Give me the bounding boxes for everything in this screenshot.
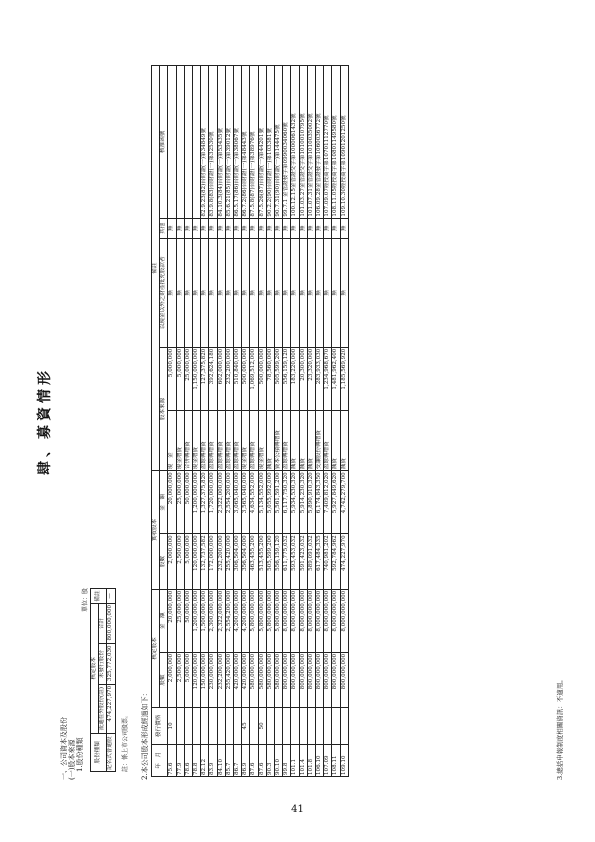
cell-paid-amount: 1,720,000,000	[209, 471, 217, 534]
page-number: 41	[291, 804, 304, 815]
cell-source: 盈餘轉增資	[324, 410, 332, 471]
cell-price	[184, 708, 192, 744]
cell-source-amount: 78,560,000	[266, 347, 274, 410]
cell-source: 現金增資	[242, 410, 250, 471]
cell-other: 無	[201, 218, 209, 238]
cell-paid-amount: 5,055,992,000	[266, 471, 274, 534]
cell-other: 無	[340, 218, 348, 238]
table-row	[283, 66, 291, 777]
cell-other: 無	[291, 218, 299, 238]
cell-auth-amount: 8,000,000,000	[307, 589, 315, 652]
cell-ym: 108.11	[332, 744, 340, 776]
cell-other: 無	[258, 218, 266, 238]
cell-auth-shares: 232,200,000	[217, 652, 225, 707]
cell-auth-amount: 5,800,000,000	[250, 589, 258, 652]
cell-ym: 101.1	[291, 744, 299, 776]
cell-ym: 78.6	[184, 744, 192, 776]
outstanding-cell: 474,227,970	[107, 684, 115, 733]
cell-doc: 87.5.26(87)台財證(一)第44201號	[258, 66, 266, 219]
cell-source-amount: 510,840,000	[234, 347, 242, 410]
cell-doc: 86.5.17(86)台財證(一)第38067號	[234, 66, 242, 219]
cell-price	[275, 708, 283, 744]
cell-doc: 82.9.23(82)台財證(一)第34849號	[201, 66, 209, 219]
share-type-table	[90, 588, 116, 772]
cell-ym: 86.9	[242, 744, 250, 776]
cell-source: 受讓股份轉增資	[316, 410, 324, 471]
cell-auth-amount: 2,554,200,000	[225, 589, 233, 652]
cell-noncash: 無	[242, 238, 250, 347]
cell-other: 無	[209, 218, 217, 238]
cell-source-amount: 283,933,030	[316, 347, 324, 410]
remark-cell: —	[107, 589, 115, 604]
cell-source: 減資	[266, 410, 274, 471]
cell-source: 盈餘轉增資	[217, 410, 225, 471]
cell-other: 無	[299, 218, 307, 238]
cell-paid-amount: 5,890,910,320	[307, 471, 315, 534]
cell-price	[307, 708, 315, 744]
cell-doc: 85.6.21(85)台財證(一)第39012號	[225, 66, 233, 219]
cell-source-amount: 602,000,000	[217, 347, 225, 410]
th-paid-shares: 股數	[160, 534, 168, 589]
cell-noncash: 無	[201, 238, 209, 347]
cell-auth-shares: 800,000,000	[291, 652, 299, 707]
cell-ym: 90.3	[266, 744, 274, 776]
cell-ym: 107.09	[324, 744, 332, 776]
cell-source-amount: 1,069,512,000	[250, 347, 258, 410]
th-type: 股份種類	[91, 733, 107, 771]
th-other: 其他	[160, 218, 168, 238]
cell-paid-shares: 474,227,970	[340, 534, 348, 589]
cell-auth-amount: 5,800,000,000	[266, 589, 274, 652]
th-unissued: 未發行股份	[99, 644, 107, 684]
cell-doc: 107.09.07經授商字第10701112770號	[324, 66, 332, 219]
cell-source-amount: 556,159,120	[283, 347, 291, 410]
cell-paid-shares: 592,784,962	[332, 534, 340, 589]
cell-source: 盈餘轉增資	[209, 410, 217, 471]
th-remark: 備註	[152, 66, 160, 471]
cell-auth-amount: 5,800,000,000	[275, 589, 283, 652]
cell-price: 50	[258, 708, 266, 744]
cell-auth-shares: 800,000,000	[340, 652, 348, 707]
cell-noncash: 無	[291, 238, 299, 347]
cell-price	[234, 708, 242, 744]
cell-auth-shares: 800,000,000	[332, 652, 340, 707]
cell-ym: 87.6	[250, 744, 258, 776]
cell-auth-amount: 20,000,000	[168, 589, 176, 652]
table-row	[275, 66, 283, 777]
cell-price	[217, 708, 225, 744]
cell-auth-amount: 5,800,000,000	[258, 589, 266, 652]
table-row	[258, 66, 266, 777]
cell-price	[225, 708, 233, 744]
th-doc: 核准函號	[160, 66, 168, 219]
cell-ym: 87.6	[258, 744, 266, 776]
table-row	[242, 66, 250, 777]
th-total: 合計	[99, 603, 107, 643]
cell-auth-amount: 8,000,000,000	[316, 589, 324, 652]
cell-source: 現 金	[168, 410, 176, 471]
cell-source-amount: 1,234,968,670	[324, 347, 332, 410]
cell-noncash: 無	[283, 238, 291, 347]
cell-auth-shares: 120,000,000	[193, 652, 201, 707]
cell-paid-shares: 556,159,120	[275, 534, 283, 589]
cell-noncash: 無	[324, 238, 332, 347]
cell-price	[209, 708, 217, 744]
cell-ym: 83.9	[209, 744, 217, 776]
cell-paid-shares: 120,000,000	[193, 534, 201, 589]
cell-doc: 101.03.27金管證交字第1010010795號	[299, 66, 307, 219]
cell-source-amount: 5,000,000	[176, 347, 184, 410]
cell-other: 無	[275, 218, 283, 238]
cell-source-amount: 1,481,962,400	[332, 347, 340, 410]
cell-price: 10	[168, 708, 176, 744]
heading-source: (一)股本來源	[68, 739, 76, 780]
cell-source-amount: 183,220,000	[291, 347, 299, 410]
cell-noncash: 無	[184, 238, 192, 347]
cell-other: 無	[283, 218, 291, 238]
cell-paid-shares: 2,000,000	[168, 534, 176, 589]
cell-doc	[176, 66, 184, 219]
cell-ym: 101.4	[299, 744, 307, 776]
table-row	[184, 66, 192, 777]
cell-auth-amount: 2,322,000,000	[217, 589, 225, 652]
cell-other: 無	[176, 218, 184, 238]
cell-other: 無	[332, 218, 340, 238]
cell-source: 合併轉增資	[184, 410, 192, 471]
cell-paid-amount: 5,934,530,320	[291, 471, 299, 534]
cell-auth-shares: 800,000,000	[283, 652, 291, 707]
cell-paid-shares: 591,423,032	[299, 534, 307, 589]
cell-noncash: 無	[225, 238, 233, 347]
cell-auth-amount: 1,500,000,000	[201, 589, 209, 652]
heading-share-type: 1.股份種類	[76, 737, 84, 772]
chapter-title: 肆、募資情形	[37, 367, 53, 475]
cell-paid-shares: 356,504,000	[242, 534, 250, 589]
cell-auth-amount: 2,300,000,000	[209, 589, 217, 652]
cell-paid-shares: 505,599,200	[266, 534, 274, 589]
cell-other: 無	[307, 218, 315, 238]
table-row	[176, 66, 184, 777]
cell-doc	[193, 66, 201, 219]
cell-other: 無	[316, 218, 324, 238]
cell-paid-shares: 740,981,202	[324, 534, 332, 589]
cell-doc	[168, 66, 176, 219]
cell-ym: 86.7	[234, 744, 242, 776]
cell-noncash: 無	[275, 238, 283, 347]
cell-ym: 85.7	[225, 744, 233, 776]
cell-noncash: 無	[176, 238, 184, 347]
unit-label: 單位：股	[82, 587, 89, 612]
cell-ym: 82.12	[201, 744, 209, 776]
cell-doc: 87.5.8(87)台財證(一)第38976號	[250, 66, 258, 219]
table-row	[307, 66, 315, 777]
cell-price	[283, 708, 291, 744]
cell-auth-amount: 8,000,000,000	[324, 589, 332, 652]
cell-paid-shares: 255,420,000	[225, 534, 233, 589]
cell-other: 無	[234, 218, 242, 238]
cell-auth-shares: 5,000,000	[184, 652, 192, 707]
table-row	[193, 66, 201, 777]
cell-paid-amount: 2,554,200,000	[225, 471, 233, 534]
cell-paid-shares: 306,504,000	[234, 534, 242, 589]
th-paid-amount: 金 額	[160, 471, 168, 534]
cell-source: 現金增資	[258, 410, 266, 471]
cell-source: 減資	[332, 410, 340, 471]
th-price: 發行價格	[152, 708, 168, 744]
cell-paid-amount: 6,174,843,350	[316, 471, 324, 534]
table-row	[201, 66, 209, 777]
cell-price	[266, 708, 274, 744]
cell-source-amount: 20,300,000	[299, 347, 307, 410]
cell-source: 減資	[307, 410, 315, 471]
capital-history-table	[151, 65, 349, 777]
cell-auth-shares: 580,000,000	[250, 652, 258, 707]
cell-auth-amount: 25,000,000	[176, 589, 184, 652]
cell-paid-shares: 617,484,335	[316, 534, 324, 589]
cell-source: 現金增資	[193, 410, 201, 471]
cell-paid-amount: 4,634,552,000	[250, 471, 258, 534]
cell-doc: 99.7.1 金管證發字第0990034060號	[283, 66, 291, 219]
cell-ym: 77.9	[176, 744, 184, 776]
cell-paid-amount: 50,000,000	[184, 471, 192, 534]
cell-source-amount: 500,000,000	[258, 347, 266, 410]
cell-paid-shares: 172,000,000	[209, 534, 217, 589]
cell-price	[340, 708, 348, 744]
unissued-cell: 325,772,030	[107, 644, 115, 684]
cell-auth-shares: 150,000,000	[201, 652, 209, 707]
cell-doc: 100.12.15金管證交字第1000061432號	[291, 66, 299, 219]
table-row	[299, 66, 307, 777]
cell-other: 無	[168, 218, 176, 238]
cell-paid-amount: 3,065,040,000	[234, 471, 242, 534]
cell-source: 現金增資	[176, 410, 184, 471]
th-outstanding: 流通在外股份(註)	[99, 684, 107, 733]
table-row	[324, 66, 332, 777]
table-row	[266, 66, 274, 777]
cell-ym: 106.10	[316, 744, 324, 776]
cell-auth-shares: 2,000,000	[168, 652, 176, 707]
cell-ym: 109.10	[340, 744, 348, 776]
cell-auth-shares: 800,000,000	[324, 652, 332, 707]
type-cell: 記名式普通股	[107, 733, 115, 771]
cell-noncash: 無	[209, 238, 217, 347]
cell-noncash: 無	[332, 238, 340, 347]
cell-noncash: 無	[250, 238, 258, 347]
cell-doc: 84.10.3(84)台財證(一)第53435號	[217, 66, 225, 219]
cell-source: 盈餘轉增資	[250, 410, 258, 471]
th-auth: 核定股本	[152, 589, 160, 707]
cell-paid-amount: 5,927,849,620	[332, 471, 340, 534]
table-row	[316, 66, 324, 777]
cell-source: 盈餘轉增資	[225, 410, 233, 471]
cell-noncash: 無	[266, 238, 274, 347]
cell-ym: 78.8	[193, 744, 201, 776]
th-source: 股本來源	[160, 347, 168, 471]
cell-paid-amount: 2,322,000,000	[217, 471, 225, 534]
th-auth-amount: 金 額	[160, 589, 168, 652]
cell-ym: 84.10	[217, 744, 225, 776]
cell-ym: 75.6	[168, 744, 176, 776]
cell-auth-amount: 8,000,000,000	[283, 589, 291, 652]
cell-source-amount: 25,000,000	[184, 347, 192, 410]
cell-source-amount: 127,375,820	[201, 347, 209, 410]
cell-source-amount: 1,185,569,920	[340, 347, 348, 410]
cell-auth-shares: 420,000,000	[234, 652, 242, 707]
cell-source: 盈餘轉增資	[283, 410, 291, 471]
cell-price	[324, 708, 332, 744]
cell-noncash: 無	[217, 238, 225, 347]
cell-source: 減資	[340, 410, 348, 471]
cell-noncash: 無	[307, 238, 315, 347]
cell-ym: 99.8	[283, 744, 291, 776]
cell-auth-amount: 4,200,000,000	[242, 589, 250, 652]
cell-auth-shares: 230,000,000	[209, 652, 217, 707]
cell-ym: 101.8	[307, 744, 315, 776]
cell-noncash: 無	[340, 238, 348, 347]
cell-doc: 109.10.30經授商字第10901201250號	[340, 66, 348, 219]
total-cell: 800,000,000	[107, 603, 115, 643]
cell-price	[299, 708, 307, 744]
cell-auth-amount: 50,000,000	[184, 589, 192, 652]
section-history: 2.本公司股本形成經過如下：	[141, 689, 149, 780]
th-remark: 備註	[91, 589, 107, 604]
cell-paid-amount: 5,561,591,200	[275, 471, 283, 534]
cell-source: 盈餘轉增資	[234, 410, 242, 471]
cell-auth-amount: 1,200,000,000	[193, 589, 201, 652]
table-row	[250, 66, 258, 777]
table-row	[168, 66, 176, 777]
cell-paid-amount: 4,742,279,700	[340, 471, 348, 534]
cell-ym: 90.10	[275, 744, 283, 776]
cell-source-amount: 23,320,000	[307, 347, 315, 410]
cell-source-amount: 500,000,000	[242, 347, 250, 410]
cell-auth-amount: 8,000,000,000	[291, 589, 299, 652]
cell-noncash: 無	[299, 238, 307, 347]
cell-other: 無	[225, 218, 233, 238]
cell-source: 減資	[299, 410, 307, 471]
cell-auth-shares: 420,000,000	[242, 652, 250, 707]
cell-paid-shares: 589,091,032	[307, 534, 315, 589]
cell-price	[332, 708, 340, 744]
th-noncash: 以現金以外之財產抵充股款者	[160, 238, 168, 347]
cell-price	[316, 708, 324, 744]
cell-noncash: 無	[193, 238, 201, 347]
cell-source: 資本公積轉增資	[275, 410, 283, 471]
cell-auth-shares: 580,000,000	[258, 652, 266, 707]
table-row	[332, 66, 340, 777]
cell-paid-amount: 25,000,000	[176, 471, 184, 534]
table-row	[291, 66, 299, 777]
cell-source: 減資	[291, 410, 299, 471]
cell-noncash: 無	[258, 238, 266, 347]
cell-paid-amount: 3,565,040,000	[242, 471, 250, 534]
cell-source: 盈餘轉增資	[201, 410, 209, 471]
cell-paid-amount: 5,134,552,000	[258, 471, 266, 534]
cell-auth-shares: 800,000,000	[299, 652, 307, 707]
cell-paid-shares: 5,000,000	[184, 534, 192, 589]
cell-auth-shares: 800,000,000	[316, 652, 324, 707]
cell-price	[250, 708, 258, 744]
cell-auth-shares: 580,000,000	[275, 652, 283, 707]
cell-paid-amount: 7,409,812,020	[324, 471, 332, 534]
cell-paid-amount: 6,117,750,320	[283, 471, 291, 534]
cell-source-amount: 1,150,000,000	[193, 347, 201, 410]
table-row	[209, 66, 217, 777]
th-paid: 實收股本	[152, 471, 160, 589]
cell-paid-shares: 513,455,200	[258, 534, 266, 589]
cell-paid-shares: 463,455,200	[250, 534, 258, 589]
cell-paid-shares: 611,775,032	[283, 534, 291, 589]
type-note: 註：係上市公司股票。	[122, 711, 129, 772]
cell-other: 無	[250, 218, 258, 238]
cell-auth-shares: 800,000,000	[307, 652, 315, 707]
cell-price: 45	[242, 708, 250, 744]
cell-other: 無	[217, 218, 225, 238]
cell-doc: 108.11.05經授商字第10801149580號	[332, 66, 340, 219]
cell-source-amount: 232,200,000	[225, 347, 233, 410]
cell-noncash: 無	[234, 238, 242, 347]
heading-capital: 一、公司資本及股份	[60, 717, 68, 780]
cell-source-amount: 5,000,000	[168, 347, 176, 410]
cell-paid-shares: 593,453,032	[291, 534, 299, 589]
cell-auth-shares: 580,000,000	[266, 652, 274, 707]
cell-auth-shares: 2,500,000	[176, 652, 184, 707]
cell-paid-shares: 2,500,000	[176, 534, 184, 589]
cell-auth-amount: 8,000,000,000	[340, 589, 348, 652]
section-shelf-registration: 3.總括申報制度相關資訊：不適用。	[556, 676, 564, 780]
cell-source-amount: 392,624,180	[209, 347, 217, 410]
cell-noncash: 無	[316, 238, 324, 347]
cell-doc: 86.7.2(86)台財證(一)第48443號	[242, 66, 250, 219]
cell-other: 無	[266, 218, 274, 238]
cell-doc: 90.7.31(90)台財證(一)第144475號	[275, 66, 283, 219]
th-ym: 年 月	[152, 744, 168, 776]
cell-doc: 90.2.2(90)台財證(一)第103381號	[266, 66, 274, 219]
cell-doc: 106.09.28金管證發字第1060036772號	[316, 66, 324, 219]
cell-auth-shares: 255,420,000	[225, 652, 233, 707]
cell-auth-amount: 4,200,000,000	[234, 589, 242, 652]
cell-noncash: 無	[168, 238, 176, 347]
cell-paid-amount: 5,914,230,320	[299, 471, 307, 534]
cell-paid-shares: 132,737,582	[201, 534, 209, 589]
cell-auth-amount: 8,000,000,000	[332, 589, 340, 652]
table-row	[217, 66, 225, 777]
cell-paid-amount: 1,327,375,820	[201, 471, 209, 534]
cell-price	[176, 708, 184, 744]
cell-other: 無	[242, 218, 250, 238]
cell-paid-amount: 1,200,000,000	[193, 471, 201, 534]
cell-other: 無	[324, 218, 332, 238]
th-authorized: 核定股本	[91, 603, 99, 733]
th-auth-shares: 股數	[160, 652, 168, 707]
cell-other: 無	[193, 218, 201, 238]
cell-paid-amount: 20,000,000	[168, 471, 176, 534]
cell-other: 無	[184, 218, 192, 238]
cell-paid-shares: 232,200,000	[217, 534, 225, 589]
cell-source-amount: 505,599,200	[275, 347, 283, 410]
cell-doc: 83.9.8(83)台財證(一)第32530號	[209, 66, 217, 219]
cell-price	[201, 708, 209, 744]
table-row	[234, 66, 242, 777]
cell-price	[291, 708, 299, 744]
table-row	[340, 66, 348, 777]
cell-doc: 101.07.31金管證交字第1010035002號	[307, 66, 315, 219]
cell-doc	[184, 66, 192, 219]
cell-auth-amount: 8,000,000,000	[299, 589, 307, 652]
table-row	[225, 66, 233, 777]
cell-price	[193, 708, 201, 744]
